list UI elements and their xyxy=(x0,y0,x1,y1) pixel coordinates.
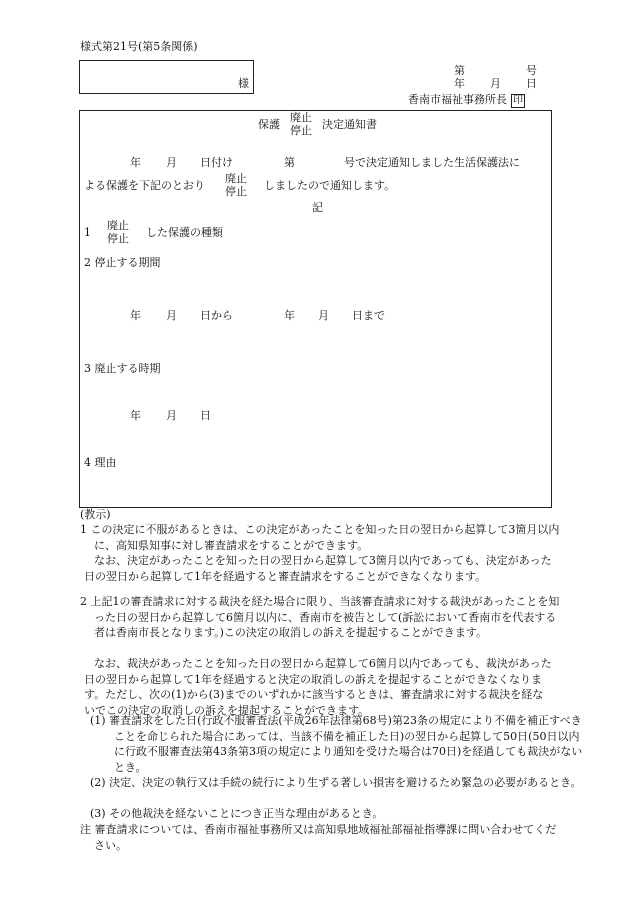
title-stack xyxy=(288,111,314,137)
item1-abolish: 廃止 xyxy=(107,219,129,232)
issuer-name: 香南市福祉事務所長 xyxy=(408,93,507,106)
instruction-2b: なお、裁決があったことを知った日の翌日から起算して6箇月以内であっても、裁決があった日の翌日から起算して1年を経過すると決定の取消しの訴えを提起することができなくなります。ただし、次の(1)から(3)までのいずれかに該当するときは、審査請求に対する裁決を経ないでこの決定の取消しの訴えを提起することができます。 xyxy=(84,657,552,717)
title-stop: 停止 xyxy=(290,124,312,137)
instruction-sub-1: (1) 審査請求をした日(行政不服審査法(平成26年法律第68号)第23条の規定により不備を補正すべきことを命じられた場合にあっては、当該不備を補正した日)の翌日から起算して50日(50日以内に行政不服審査法第43条第3項の規定により通知を受けた場合は70日)を経過しても裁決がないとき。 xyxy=(90,714,583,774)
instruction-2: 2 上記1の審査請求に対する裁決を経た場合に限り、当該審査請求に対する裁決があったことを知った日の翌日から起算して6箇月以内に、香南市を被告として(訴訟において香南市を代表する者は香南市長となります。)この決定の取消しの訴えを提起することができます。 xyxy=(80,595,560,639)
line1-no: 第 xyxy=(284,156,295,169)
item4-label: 4 理由 xyxy=(84,456,117,469)
line2-pre: よる保護を下記のとおり xyxy=(84,179,205,192)
date-day: 日 xyxy=(526,77,537,90)
period-from: 日から xyxy=(200,309,233,322)
form-number: 様式第21号(第5条関係) xyxy=(80,40,198,53)
ki-heading: 記 xyxy=(312,201,323,214)
title-post: 決定通知書 xyxy=(322,118,377,131)
time-day: 日 xyxy=(200,409,211,422)
line2-abolish: 廃止 xyxy=(225,172,247,185)
item2-label: 2 停止する期間 xyxy=(84,256,161,269)
item1-stop: 停止 xyxy=(107,232,129,245)
item1-no: 1 xyxy=(84,226,91,239)
addressee-box xyxy=(79,60,254,94)
title-abolish: 廃止 xyxy=(290,111,312,124)
instruction-1b: なお、決定があったことを知った日の翌日から起算して3箇月以内であっても、決定があった日の翌日から起算して1年を経過すると審査請求をすることができなくなります。 xyxy=(84,554,552,583)
line1-month: 月 xyxy=(166,156,177,169)
time-year: 年 xyxy=(130,409,141,422)
period-month2: 月 xyxy=(318,309,329,322)
period-year2: 年 xyxy=(284,309,295,322)
line2-post: しましたので通知します。 xyxy=(264,179,396,192)
doc-no-prefix: 第 xyxy=(454,64,465,77)
line2-stop: 停止 xyxy=(225,185,247,198)
addressee-suffix: 様 xyxy=(238,77,249,90)
date-year: 年 xyxy=(454,77,465,90)
line2-stack xyxy=(222,172,250,198)
item1-label: した保護の種類 xyxy=(146,226,223,239)
period-year1: 年 xyxy=(130,309,141,322)
instructions-heading: (教示) xyxy=(80,508,111,521)
time-month: 月 xyxy=(166,409,177,422)
line1-date: 日付け xyxy=(200,156,233,169)
seal-mark: 印 xyxy=(513,95,523,106)
title-pre: 保護 xyxy=(258,118,280,131)
instruction-note: 注 審査請求については、香南市福祉事務所又は高知県地域福祉部福祉指導課に問い合わせてください。 xyxy=(80,823,557,852)
instruction-1: 1 この決定に不服があるときは、この決定があったことを知った日の翌日から起算して3箇月以内に、高知県知事に対し審査請求をすることができます。 xyxy=(80,523,560,552)
period-month1: 月 xyxy=(166,309,177,322)
item3-label: 3 廃止する時期 xyxy=(84,362,161,375)
doc-no-suffix: 号 xyxy=(526,64,537,77)
issuer xyxy=(408,93,525,108)
line1-year: 年 xyxy=(130,156,141,169)
line1-rest: 号で決定通知しました生活保護法に xyxy=(344,156,520,169)
instruction-sub-2: (2) 決定、決定の執行又は手続の続行により生ずる著しい損害を避けるため緊急の必要があるとき。 xyxy=(90,776,582,789)
date-month: 月 xyxy=(490,77,501,90)
period-until: 日まで xyxy=(352,309,385,322)
item1-stack xyxy=(104,219,132,245)
instruction-sub-3: (3) その他裁決を経ないことにつき正当な理由があるとき。 xyxy=(90,807,384,820)
